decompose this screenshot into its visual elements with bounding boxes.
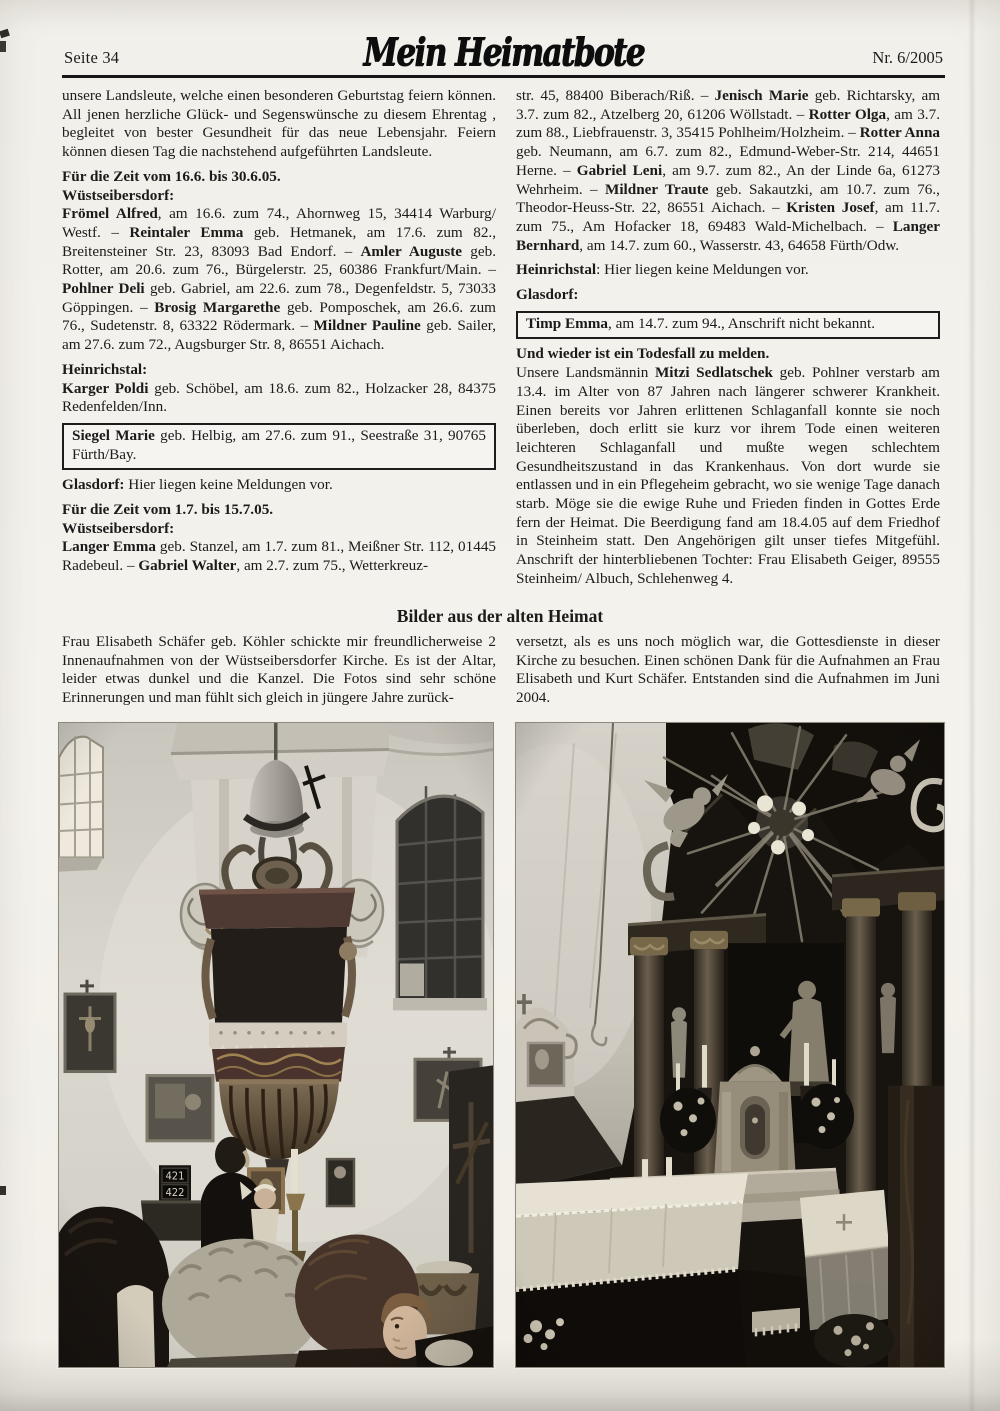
birthday-columns (62, 87, 940, 589)
heading-glasdorf-right: Glasdorf: (516, 286, 579, 304)
pictures-intro-left (62, 633, 496, 708)
pictures-intro-columns (62, 633, 940, 708)
entry-karger: Karger Poldi geb. Schöbel, am 18.6. zum 82., Holzacker 28, 84375 Redenfelden/Inn. (62, 379, 496, 416)
boxed-entry-siegel (62, 423, 496, 470)
scan-artifact (0, 29, 10, 38)
section-title: Bilder aus der alten Heimat (396, 606, 604, 626)
heinrichstal-note-right: Heinrichstal: Hier liegen keine Meldungen vor. (516, 261, 809, 279)
heading-period-june: Für die Zeit vom 16.6. bis 30.6.05. (62, 167, 281, 185)
issue-number-label: Nr. 6/2005 (872, 48, 943, 67)
scan-artifact (0, 41, 6, 52)
masthead-title: Mein Heimatbote (363, 29, 644, 74)
birthday-intro: unsere Landsleute, welche einen besonderen Geburtstag feiern können. All jenen herzliche Glück- und Segenswünsche zu diesem Ehrentag , begleitet von bester Gesundheit für das neue Lebensjahr. Feiern können diesen Tag die nachstehend aufgeführten Landsleute. (62, 87, 496, 161)
left-column (62, 87, 496, 589)
birthday-list-june: Frömel Alfred, am 16.6. zum 74., Ahornweg 15, 34414 Warburg/ Westf. – Reintaler Emma geb. Hetmanek, am 17.6. zum 82., Breitensteiner Str. 23, 83093 Bad Endorf. – Amler Auguste geb. Rotter, am 20.6. zum 76., Bürgelerstr. 25, 60386 Frankfurt/Main. – Pohlner Deli geb. Gabriel, am 22.6. zum 78., Degenfeldstr. 5, 73033 Göppingen. – Brosig Margarethe geb. Pomposchek, am 26.6. zum 76., Sudetenstr. 8, 63322 Rödermark. – Mildner Pauline geb. Sailer, am 27.6. zum 72., Augsburger Str. 8, 86551 Aichach. (62, 205, 497, 354)
heading-period-july: Für die Zeit vom 1.7. bis 15.7.05. (62, 501, 274, 519)
boxed-entry-siegel-text: Siegel Marie geb. Helbig, am 27.6. zum 91., Seestraße 31, 90765 Fürth/Bay. (72, 426, 486, 463)
obituary-text: Unsere Landsmännin Mitzi Sedlatschek geb. Pohlner verstarb am 13.4. im Alter von 87 Jahren nach längerer schwerer Krankheit. Einen bereits vor Jahren erlittenen Schlaganfall konnte sie noch überleben, doch erlitt sie kurz vor ihrem Tode einen weiteren leichteren Schlaganfall und mußte wegen schlechtem Gesundheitszustand in das Krankenhaus. Von dort wurde sie entlassen und in ein Pflegeheim gebracht, wo sie wenige Tage danach starb. Möge sie die ewige Ruhe und Frieden finden in Gottes Erde fern der Heimat. Die Beerdigung fand am 18.4.05 auf dem Friedhof in Steinheim statt. Den Angehörigen gilt unser tiefes Mitgefühl. Anschrift der hinterbliebenen Tochter: Frau Elisabeth Geiger, 89555 Steinheim/ Albuch, Schlehenweg 4. (516, 364, 940, 587)
photo-church-altar (515, 722, 945, 1368)
pictures-intro-left-text: Frau Elisabeth Schäfer geb. Köhler schickte mir freundlicherweise 2 Innenaufnahmen von der Wüstseibersdorfer Kirche. Es ist der Altar, leider etwas dunkel und die Kanzel. Die Fotos sind sehr schöne Erinnerungen und man fühlt sich gleich in jüngere Jahre zurück- (62, 633, 496, 707)
birthday-list-july: Langer Emma geb. Stanzel, am 1.7. zum 81., Meißner Str. 112, 01445 Radebeul. – Gabriel Walter, am 2.7. zum 75., Wetterkreuz- (62, 538, 497, 575)
page-number-label: Seite 34 (64, 48, 120, 67)
photo-church-pulpit (58, 722, 494, 1368)
pulpit-scene (59, 723, 493, 1367)
heading-obituary: Und wieder ist ein Todesfall zu melden. (516, 345, 770, 363)
pictures-intro-right (516, 633, 940, 708)
page-header (62, 0, 945, 74)
right-column (516, 87, 940, 589)
pictures-intro-right-text: versetzt, als es uns noch möglich war, die Gottesdienste in dieser Kirche zu besuchen. Einen schönen Dank für die Aufnahmen an Frau Elisabeth und Kurt Schäfer. Entstanden sind die Aufnahmen im Juni 2004. (516, 633, 940, 707)
altar-scene (516, 723, 944, 1367)
glasdorf-note-left: Glasdorf: Hier liegen keine Meldungen vor. (62, 476, 333, 494)
boxed-entry-timp (516, 311, 940, 340)
heading-wuestseibersdorf-2: Wüstseibersdorf: (62, 519, 175, 537)
paper-crease (968, 0, 976, 1411)
birthday-list-july-continued: str. 45, 88400 Biberach/Riß. – Jenisch Marie geb. Richtarsky, am 3.7. zum 82., Atzelberg 20, 61206 Wöllstadt. – Rotter Olga, am 3.7. zum 88., Liebfrauenstr. 3, 35415 Pohlheim/Holzheim. – Rotter Anna geb. Neumann, am 6.7. zum 82., Edmund-Weber-Str. 214, 44651 Herne. – Gabriel Leni, am 9.7. zum 82., An der Linde 6a, 61273 Wehrheim. – Mildner Traute geb. Sakautzki, am 10.7. zum 76., Theodor-Heuss-Str. 22, 86551 Aichach. – Kristen Josef, am 11.7. zum 75., Am Hofacker 18, 69483 Wald-Michelbach. – Langer Bernhard, am 14.7. zum 60., Wasserstr. 43, 64658 Fürth/Odw. (516, 87, 941, 254)
heading-wuestseibersdorf-1: Wüstseibersdorf: (62, 186, 175, 204)
photo-row (58, 722, 945, 1368)
boxed-entry-timp-text: Timp Emma, am 14.7. zum 94., Anschrift nicht bekannt. (526, 314, 875, 332)
heading-heinrichstal-1: Heinrichstal: (62, 360, 148, 378)
scan-artifact (0, 1186, 6, 1195)
header-rule (62, 75, 945, 78)
